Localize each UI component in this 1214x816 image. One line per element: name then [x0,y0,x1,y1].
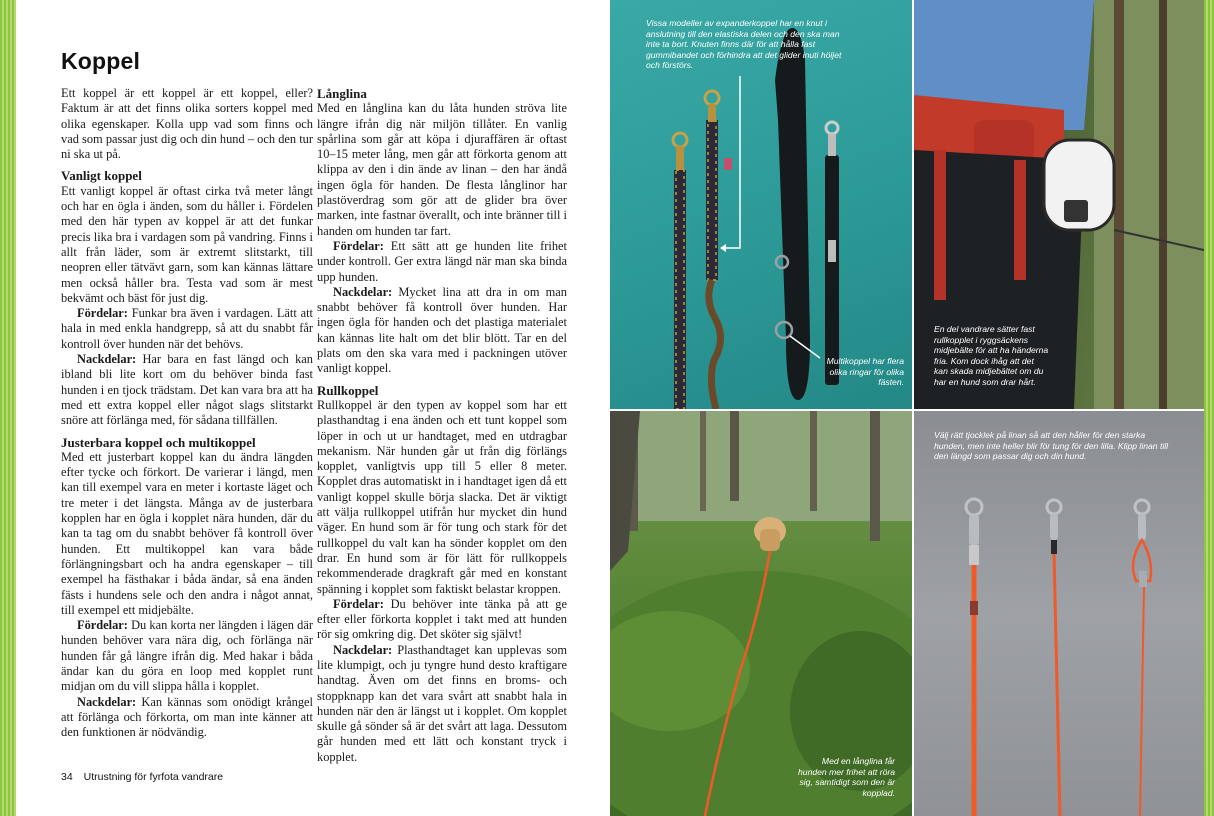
cons-vanligt-koppel [61,352,313,428]
snap-hook [966,499,982,515]
section-body-rullkoppel: Rullkoppel är den typen av koppel som har ett plasthandtag i ena änden och ett tunt koppel som löper in och ut ur handtaget, med en utdragbar mekanism. När hunden går ut från dig förlängs kopplet, vanligtvis upp till 5 eller 8 meter. Kopplet dras automatiskt in i handtaget igen då ett vanligt koppel skulle börja slacka. Det är viktigt att välja rullkoppel utifrån hur mycket din hund väger. En hund som är för tung och stark för det rullkoppel du valt kan ha sönder kopplet om den drar. En hund som är för lätt för rullkoppels rekommenderade dragkraft går med en konstant spänning i kopplet som faktiskt belastar kroppen. [317,397,567,596]
pros-rullkoppel [317,597,567,643]
left-page-edge-stripe [0,0,16,816]
section-heading-justerbara-koppel: Justerbara koppel och multikoppel [61,434,256,450]
page-footer [61,771,223,783]
caption-expander-leash: Vissa modeller av expanderkoppel har en knut i anslutning till den elastiska delen och den ska man inte ta bort. Knuten finns där för att hålla fast gummibandet och förhindra att det glider inuti höljet och förstörs. [646,18,842,71]
lines-illustration [914,411,1204,816]
text-page [16,0,610,816]
caption-line-thickness: Välj rätt tjocklek på linan så att den håller för den starka hunden, men inte heller blir för tung för den lilla. Klipp linan till den längd som passar dig och din hund. [934,430,1169,462]
tree-trunk [810,411,817,511]
thin-orange-line [1140,587,1144,816]
cons-justerbara-koppel [61,695,313,741]
running-footer-title: Utrustning för fyrfota vandrare [83,771,224,783]
cons-text: Mycket lina att dra in om man snabbt behöver få kontroll över hunden. Har ingen ögla för handen och det plastiga materialet kan kännas lite halt om det blir blött. Tar en del plats om den ska vara med i packningen utöver vanligt koppel. [317,284,567,376]
brass-snap-hook [673,133,687,147]
photo-hiker-belt-retractable [914,0,1204,409]
caption-belt-tip: En del vandrare sätter fast rullkopplet i ryggsäckens midjebälte för att ha händerna fria. Kom dock ihåg att det kan skada midjebältet om du har en hund som drar hårt. [934,324,1049,387]
pros-text: Du behöver inte tänka på att ge efter eller förkorta kopplet i takt med att hunden rör sig omkring dig. Det sköter sig självt! [317,596,567,642]
tree-trunk [730,411,739,501]
photo-line-thickness [914,411,1204,816]
caption-longline: Med en långlina får hunden mer frihet att röra sig, samtidigt som den är kopplad. [798,756,895,798]
photo-dog-longline-forest [610,411,912,816]
snap-hook [1047,500,1061,514]
intro-paragraph: Ett koppel är ett koppel är ett koppel, eller? Faktum är att det finns olika sorters koppel med olika egenskaper. Kolla upp vad som finns och vad som passar just dig och din hund – och den tur ni ska ut på. [61,86,313,162]
multi-leash-strap [775,28,810,400]
pros-text: Ett sätt att ge hunden lite frihet under kontroll. Ger extra längd när man ska binda upp hunden. [317,238,567,284]
cons-label: Nackdelar: [333,642,393,657]
pros-text: Du kan korta ner längden i lägen där hunden behöver vara nära dig, och förlänga när hunden får gå längre ifrån dig. Med hakar i båda ändar kan du göra en loop med kopplet runt midjan om du vill slippa hålla i kopplet. [61,618,313,694]
photo-page [610,0,1204,816]
page-title: Koppel [61,48,141,74]
pros-text: Funkar bra även i vardagen. Lätt att hala in med enkla handgrepp, så att du snabbt får kontroll över hunden när det behövs. [61,306,313,351]
section-body-justerbara-koppel: Med ett justerbart koppel kan du ändra längden efter tycke och förkort. De varierar i längd, men kan till exempel vara en meter i kortaste läget och tre meter i det längsta. Många av de justerbara kopplen har en ögla i kopplet nära hunden, där du kan ta tag om du snabbt behöver få kontroll över hunden. Ett multikoppel kan vara både förlängningsbart och ha andra egenskaper – till exempel ha fästhakar i båda ändar, så ena änden fästs i hundens sele och den andra i något annat, till exempel ett midjebälte. [61,449,313,617]
tree-trunk [1159,0,1167,409]
cons-rullkoppel [317,643,567,765]
tree-trunk [1114,0,1124,409]
elastic-bungee [709,280,721,409]
photo-leashes-on-teal [610,0,912,409]
cons-langlina [317,285,567,377]
cons-text: Har bara en fast längd och kan ibland bli lite kort om du behöver binda fast hunden i en tjock trädstam. Det kan vara bra att ha med ett extra koppel eller något slags slitstarkt snöre att förlänga med, för sådana tillfällen. [61,352,313,428]
cons-label: Nackdelar: [77,352,137,367]
pros-justerbara-koppel [61,618,313,694]
snap-hook [1135,500,1149,514]
section-body-langlina: Med en långlina kan du låta hunden ströva lite längre ifrån dig när miljön tillåter. En vanlig spårlina som går att köpa i djuraffären är oftast 10–15 meter lång, men går att förkorta genom att klippa av den i din ände av linan – den har ändå ingen ögla för handen. De flesta långlinor har plastöverdrag som gör att de glider bra över marken, inte fastnar överallt, och inte bränner till i handen om hunden tar fart. [317,101,567,238]
pros-label: Fördelar: [333,238,384,253]
text-column-left [61,86,313,740]
cons-label: Nackdelar: [77,694,137,709]
caption-multi-leash: Multikoppel har flera olika ringar för olika fästen. [826,356,904,388]
expander-leash-strap [706,120,718,280]
pros-vanligt-koppel [61,306,313,352]
cons-text: Plasthandtaget kan upplevas som lite klumpigt, och ju tyngre hund desto kraftigare handtag. Även om det finns en broms- och stoppknapp kan det vara svårt att snabbt hala in hunden när den är längst ut i kopplet. Om kopplet skulle gå sönder så är det svårt att laga. Dessutom går hunden med ett lätt och konstant tryck i kopplet. [317,642,567,764]
pros-langlina [317,239,567,285]
cons-label: Nackdelar: [333,284,393,299]
pros-label: Fördelar: [77,306,128,321]
section-heading-rullkoppel: Rullkoppel [317,382,379,398]
tree-trunk [700,411,706,511]
steel-snap-hook [826,122,838,134]
pros-label: Fördelar: [333,596,384,611]
tree-trunk [870,411,880,541]
right-page-edge-stripe [1204,0,1214,816]
text-column-right [317,86,567,765]
section-body-vanligt-koppel: Ett vanligt koppel är oftast cirka två meter långt och har en ögla i änden, som du håller i. Fördelen med den här typen av koppel är att det funkar precis lika bra i vardagen som på vandring. Finns i allt från läder, som är extremt slitstarkt, till neopren eller tätvävt garn, som kan kännas lättare men också håller bra. Testa vad som är mest bekvämt och bäst för just dig. [61,183,313,305]
cons-text: Kan kännas som onödigt krångel att förlänga och förkorta, om man inte känner att den funktionen är nödvändig. [61,694,313,740]
page-number: 34 [61,771,73,783]
medium-orange-line [1054,554,1060,816]
section-heading-langlina: Långlina [317,86,367,101]
section-heading-vanligt-koppel: Vanligt koppel [61,168,142,184]
pros-label: Fördelar: [77,618,128,633]
